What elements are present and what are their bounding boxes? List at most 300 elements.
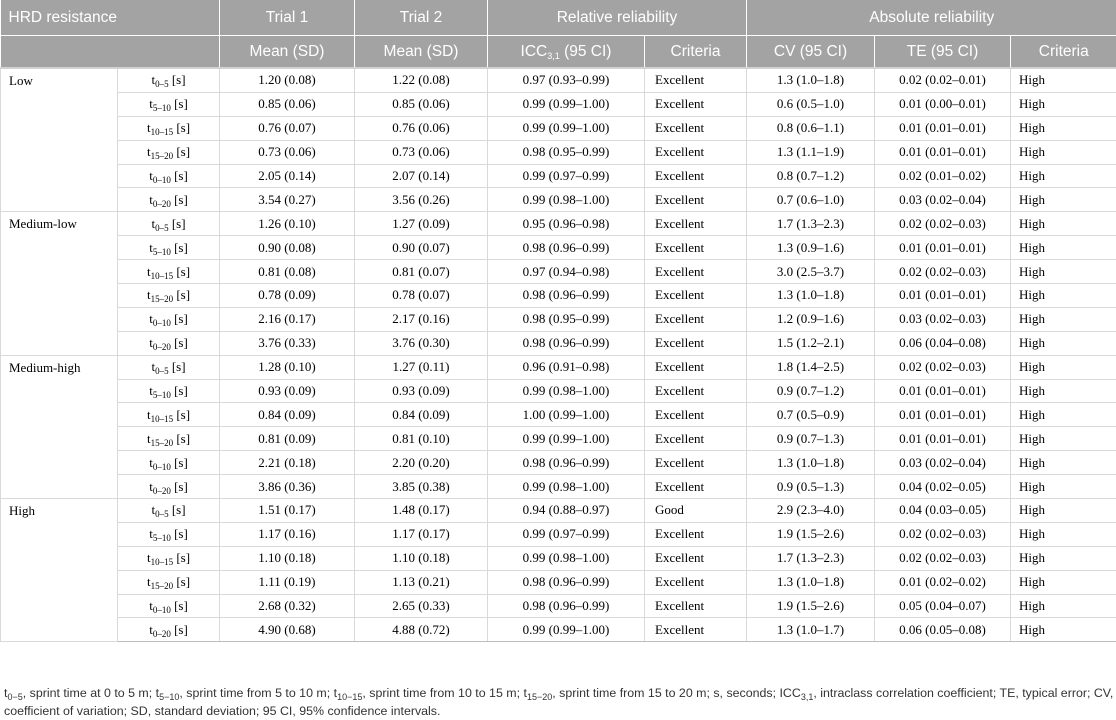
interval-subscript: 0–20 bbox=[152, 485, 171, 496]
interval-cell bbox=[118, 594, 220, 618]
table-row bbox=[1, 451, 1116, 475]
cv-cell: 0.9 (0.7–1.2) bbox=[747, 379, 875, 403]
trial1-mean-cell: 3.86 (0.36) bbox=[220, 475, 355, 499]
absolute-criteria-cell: High bbox=[1011, 212, 1116, 236]
trial2-mean-cell: 0.76 (0.06) bbox=[355, 116, 488, 140]
trial2-mean-cell: 2.07 (0.14) bbox=[355, 164, 488, 188]
interval-subscript: 15–20 bbox=[150, 437, 174, 448]
relative-criteria-cell: Excellent bbox=[645, 522, 747, 546]
cv-cell: 1.2 (0.9–1.6) bbox=[747, 307, 875, 331]
interval-symbol: t bbox=[146, 263, 151, 279]
icc-cell: 0.99 (0.98–1.00) bbox=[488, 546, 645, 570]
absolute-criteria-cell: High bbox=[1011, 499, 1116, 523]
absolute-criteria-cell: High bbox=[1011, 140, 1116, 164]
interval-unit: [s] bbox=[173, 120, 191, 136]
icc-cell: 0.99 (0.99–1.00) bbox=[488, 92, 645, 116]
interval-symbol: t bbox=[146, 287, 151, 303]
interval-subscript: 5–10 bbox=[152, 103, 171, 114]
header-absolute-reliability: Absolute reliability bbox=[747, 0, 1116, 36]
relative-criteria-cell: Excellent bbox=[645, 427, 747, 451]
interval-subscript: 15–20 bbox=[150, 294, 174, 305]
absolute-criteria-cell: High bbox=[1011, 307, 1116, 331]
table-row bbox=[1, 331, 1116, 355]
te-cell: 0.02 (0.02–0.03) bbox=[875, 522, 1011, 546]
interval-subscript: 15–20 bbox=[150, 151, 174, 162]
te-cell: 0.04 (0.02–0.05) bbox=[875, 475, 1011, 499]
trial2-mean-cell: 0.85 (0.06) bbox=[355, 92, 488, 116]
table-row bbox=[1, 475, 1116, 499]
interval-subscript: 0–10 bbox=[152, 175, 171, 185]
interval-symbol: t bbox=[146, 144, 151, 160]
interval-symbol: t bbox=[146, 406, 151, 422]
relative-criteria-cell: Excellent bbox=[645, 92, 747, 116]
table-row bbox=[1, 427, 1116, 451]
trial2-mean-cell: 0.73 (0.06) bbox=[355, 140, 488, 164]
interval-unit: [s] bbox=[168, 72, 186, 88]
interval-subscript: 0–10 bbox=[152, 605, 171, 616]
trial1-mean-cell: 2.68 (0.32) bbox=[220, 594, 355, 618]
trial2-mean-cell: 0.81 (0.07) bbox=[355, 260, 488, 284]
table-row bbox=[1, 68, 1116, 92]
icc-cell: 0.98 (0.96–0.99) bbox=[488, 451, 645, 475]
interval-cell bbox=[118, 427, 220, 451]
table-row bbox=[1, 284, 1116, 308]
relative-criteria-cell: Excellent bbox=[645, 594, 747, 618]
trial1-mean-cell: 2.05 (0.14) bbox=[220, 164, 355, 188]
cv-cell: 0.8 (0.7–1.2) bbox=[747, 164, 875, 188]
icc-cell: 0.99 (0.99–1.00) bbox=[488, 427, 645, 451]
header-blank bbox=[1, 36, 220, 69]
cv-cell: 1.8 (1.4–2.5) bbox=[747, 355, 875, 379]
cv-cell: 1.9 (1.5–2.6) bbox=[747, 522, 875, 546]
absolute-criteria-cell: High bbox=[1011, 116, 1116, 140]
trial1-mean-cell: 0.81 (0.09) bbox=[220, 427, 355, 451]
interval-cell bbox=[118, 546, 220, 570]
interval-unit: [s] bbox=[170, 96, 188, 112]
interval-symbol: t bbox=[149, 239, 153, 255]
icc-cell: 0.98 (0.96–0.99) bbox=[488, 594, 645, 618]
cv-cell: 3.0 (2.5–3.7) bbox=[747, 260, 875, 284]
interval-cell bbox=[118, 188, 220, 212]
absolute-criteria-cell: High bbox=[1011, 522, 1116, 546]
icc-cell: 0.99 (0.99–1.00) bbox=[488, 116, 645, 140]
cv-cell: 1.3 (1.0–1.8) bbox=[747, 68, 875, 92]
te-cell: 0.02 (0.02–0.01) bbox=[875, 68, 1011, 92]
group-label: High bbox=[1, 499, 118, 642]
icc-cell: 0.98 (0.95–0.99) bbox=[488, 307, 645, 331]
te-cell: 0.01 (0.01–0.01) bbox=[875, 427, 1011, 451]
relative-criteria-cell: Excellent bbox=[645, 188, 747, 212]
absolute-criteria-cell: High bbox=[1011, 260, 1116, 284]
interval-symbol: t bbox=[149, 96, 153, 112]
trial2-mean-cell: 1.27 (0.11) bbox=[355, 355, 488, 379]
interval-unit: [s] bbox=[170, 526, 188, 542]
relative-criteria-cell: Excellent bbox=[645, 475, 747, 499]
footnote-subscript: 3,1 bbox=[800, 692, 814, 702]
interval-symbol: t bbox=[151, 502, 156, 518]
trial1-mean-cell: 1.17 (0.16) bbox=[220, 522, 355, 546]
icc-cell: 0.99 (0.97–0.99) bbox=[488, 522, 645, 546]
interval-cell bbox=[118, 68, 220, 92]
interval-symbol: t bbox=[149, 526, 153, 542]
interval-symbol: t bbox=[149, 598, 153, 614]
table-row bbox=[1, 140, 1116, 164]
absolute-criteria-cell: High bbox=[1011, 284, 1116, 308]
trial2-mean-cell: 0.93 (0.09) bbox=[355, 379, 488, 403]
interval-unit: [s] bbox=[168, 215, 186, 231]
trial1-mean-cell: 0.93 (0.09) bbox=[220, 379, 355, 403]
table-row bbox=[1, 379, 1116, 403]
cv-cell: 0.8 (0.6–1.1) bbox=[747, 116, 875, 140]
interval-subscript: 0–5 bbox=[155, 222, 169, 233]
interval-unit: [s] bbox=[173, 574, 191, 590]
table-row bbox=[1, 164, 1116, 188]
interval-cell bbox=[118, 379, 220, 403]
footnote-subscript: 10−15 bbox=[337, 692, 363, 702]
interval-unit: [s] bbox=[170, 311, 188, 327]
trial1-mean-cell: 0.90 (0.08) bbox=[220, 236, 355, 260]
interval-symbol: t bbox=[151, 359, 156, 375]
interval-unit: [s] bbox=[170, 478, 188, 494]
absolute-criteria-cell: High bbox=[1011, 379, 1116, 403]
interval-unit: [s] bbox=[170, 454, 188, 470]
trial2-mean-cell: 1.48 (0.17) bbox=[355, 499, 488, 523]
trial2-mean-cell: 1.27 (0.09) bbox=[355, 212, 488, 236]
relative-criteria-cell: Excellent bbox=[645, 68, 747, 92]
interval-symbol: t bbox=[149, 383, 153, 399]
interval-symbol: t bbox=[149, 311, 153, 327]
interval-cell bbox=[118, 92, 220, 116]
interval-cell bbox=[118, 284, 220, 308]
icc-cell: 0.98 (0.95–0.99) bbox=[488, 140, 645, 164]
trial1-mean-cell: 2.16 (0.17) bbox=[220, 307, 355, 331]
footnote-text: , sprint time from 15 to 20 m; s, seconds; bbox=[552, 686, 780, 700]
te-cell: 0.04 (0.03–0.05) bbox=[875, 499, 1011, 523]
absolute-criteria-cell: High bbox=[1011, 475, 1116, 499]
table-row bbox=[1, 594, 1116, 618]
interval-cell bbox=[118, 116, 220, 140]
header-criteria-absolute: Criteria bbox=[1011, 36, 1116, 69]
trial2-mean-cell: 3.76 (0.30) bbox=[355, 331, 488, 355]
interval-subscript: 0–5 bbox=[155, 79, 169, 90]
cv-cell: 0.6 (0.5–1.0) bbox=[747, 92, 875, 116]
cv-cell: 2.9 (2.3–4.0) bbox=[747, 499, 875, 523]
te-cell: 0.02 (0.02–0.03) bbox=[875, 260, 1011, 284]
absolute-criteria-cell: High bbox=[1011, 164, 1116, 188]
trial2-mean-cell: 1.13 (0.21) bbox=[355, 570, 488, 594]
relative-criteria-cell: Excellent bbox=[645, 451, 747, 475]
trial2-mean-cell: 0.90 (0.07) bbox=[355, 236, 488, 260]
relative-criteria-cell: Good bbox=[645, 499, 747, 523]
te-cell: 0.01 (0.01–0.01) bbox=[875, 116, 1011, 140]
interval-symbol: t bbox=[149, 478, 153, 494]
cv-cell: 1.3 (1.0–1.8) bbox=[747, 570, 875, 594]
trial1-mean-cell: 0.85 (0.06) bbox=[220, 92, 355, 116]
interval-subscript: 15–20 bbox=[150, 581, 174, 592]
trial2-mean-cell: 0.84 (0.09) bbox=[355, 403, 488, 427]
interval-unit: [s] bbox=[170, 191, 188, 207]
header-mean-sd-1: Mean (SD) bbox=[220, 36, 355, 69]
interval-unit: [s] bbox=[173, 430, 191, 446]
interval-unit: [s] bbox=[170, 383, 188, 399]
table-row bbox=[1, 92, 1116, 116]
table-body bbox=[1, 68, 1116, 642]
footnote-subscript: 15−20 bbox=[526, 692, 553, 702]
header-hrd-resistance: HRD resistance bbox=[1, 0, 220, 36]
table-row bbox=[1, 188, 1116, 212]
interval-unit: [s] bbox=[170, 598, 188, 614]
interval-subscript: 5–10 bbox=[152, 390, 171, 401]
trial2-mean-cell: 2.17 (0.16) bbox=[355, 307, 488, 331]
te-cell: 0.06 (0.04–0.08) bbox=[875, 331, 1011, 355]
interval-subscript: 0–20 bbox=[152, 198, 171, 209]
interval-cell bbox=[118, 570, 220, 594]
icc-cell: 0.98 (0.96–0.99) bbox=[488, 284, 645, 308]
relative-criteria-cell: Excellent bbox=[645, 260, 747, 284]
trial1-mean-cell: 1.20 (0.08) bbox=[220, 68, 355, 92]
relative-criteria-cell: Excellent bbox=[645, 212, 747, 236]
interval-subscript: 0–10 bbox=[152, 318, 171, 329]
footnote-subscript: 0−5 bbox=[7, 692, 23, 702]
header-icc-sub: 3,1 bbox=[547, 50, 560, 61]
relative-criteria-cell: Excellent bbox=[645, 546, 747, 570]
icc-cell: 0.99 (0.98–1.00) bbox=[488, 475, 645, 499]
te-cell: 0.02 (0.02–0.03) bbox=[875, 546, 1011, 570]
interval-cell bbox=[118, 140, 220, 164]
relative-criteria-cell: Excellent bbox=[645, 236, 747, 260]
icc-cell: 0.98 (0.96–0.99) bbox=[488, 236, 645, 260]
te-cell: 0.01 (0.01–0.01) bbox=[875, 284, 1011, 308]
trial1-mean-cell: 0.73 (0.06) bbox=[220, 140, 355, 164]
footnote-symbol: t bbox=[523, 686, 527, 700]
te-cell: 0.02 (0.02–0.03) bbox=[875, 212, 1011, 236]
interval-subscript: 0–20 bbox=[152, 628, 171, 639]
trial2-mean-cell: 3.56 (0.26) bbox=[355, 188, 488, 212]
table-row bbox=[1, 116, 1116, 140]
te-cell: 0.03 (0.02–0.04) bbox=[875, 188, 1011, 212]
header-trial-2: Trial 2 bbox=[355, 0, 488, 36]
icc-cell: 0.94 (0.88–0.97) bbox=[488, 499, 645, 523]
interval-subscript: 10–15 bbox=[150, 557, 174, 568]
footnote-symbol: t bbox=[155, 686, 160, 700]
table-row bbox=[1, 212, 1116, 236]
interval-cell bbox=[118, 260, 220, 284]
icc-cell: 0.96 (0.91–0.98) bbox=[488, 355, 645, 379]
relative-criteria-cell: Excellent bbox=[645, 307, 747, 331]
group-label: Medium-low bbox=[1, 212, 118, 355]
absolute-criteria-cell: High bbox=[1011, 68, 1116, 92]
header-relative-reliability: Relative reliability bbox=[488, 0, 747, 36]
trial2-mean-cell: 1.17 (0.17) bbox=[355, 522, 488, 546]
icc-cell: 0.99 (0.98–1.00) bbox=[488, 379, 645, 403]
interval-symbol: t bbox=[146, 120, 151, 136]
table-row bbox=[1, 236, 1116, 260]
te-cell: 0.01 (0.01–0.01) bbox=[875, 140, 1011, 164]
trial1-mean-cell: 4.90 (0.68) bbox=[220, 618, 355, 642]
footnote-text: , sprint time from 5 to 10 m; bbox=[179, 686, 334, 700]
icc-cell: 0.95 (0.96–0.98) bbox=[488, 212, 645, 236]
interval-cell bbox=[118, 522, 220, 546]
interval-unit: [s] bbox=[173, 550, 191, 566]
interval-subscript: 10–15 bbox=[150, 413, 174, 424]
trial2-mean-cell: 1.10 (0.18) bbox=[355, 546, 488, 570]
relative-criteria-cell: Excellent bbox=[645, 618, 747, 642]
trial1-mean-cell: 2.21 (0.18) bbox=[220, 451, 355, 475]
interval-symbol: t bbox=[146, 550, 151, 566]
interval-cell bbox=[118, 355, 220, 379]
trial1-mean-cell: 1.26 (0.10) bbox=[220, 212, 355, 236]
interval-cell bbox=[118, 618, 220, 642]
footnote-text: , sprint time at 0 to 5 m; bbox=[22, 686, 156, 700]
absolute-criteria-cell: High bbox=[1011, 451, 1116, 475]
cv-cell: 1.3 (1.1–1.9) bbox=[747, 140, 875, 164]
absolute-criteria-cell: High bbox=[1011, 355, 1116, 379]
trial2-mean-cell: 3.85 (0.38) bbox=[355, 475, 488, 499]
icc-cell: 0.99 (0.98–1.00) bbox=[488, 188, 645, 212]
absolute-criteria-cell: High bbox=[1011, 594, 1116, 618]
relative-criteria-cell: Excellent bbox=[645, 116, 747, 140]
absolute-criteria-cell: High bbox=[1011, 427, 1116, 451]
absolute-criteria-cell: High bbox=[1011, 570, 1116, 594]
trial2-mean-cell: 4.88 (0.72) bbox=[355, 618, 488, 642]
table-row bbox=[1, 499, 1116, 523]
interval-cell bbox=[118, 331, 220, 355]
interval-cell bbox=[118, 307, 220, 331]
header-icc-rest: (95 CI) bbox=[559, 42, 612, 60]
footnote-subscript: 5−10 bbox=[159, 692, 180, 702]
absolute-criteria-cell: High bbox=[1011, 188, 1116, 212]
interval-symbol: t bbox=[146, 574, 151, 590]
interval-cell bbox=[118, 475, 220, 499]
header-cv: CV (95 CI) bbox=[747, 36, 875, 69]
te-cell: 0.02 (0.02–0.03) bbox=[875, 355, 1011, 379]
interval-unit: [s] bbox=[168, 359, 186, 375]
te-cell: 0.05 (0.04–0.07) bbox=[875, 594, 1011, 618]
interval-unit: [s] bbox=[173, 144, 191, 160]
relative-criteria-cell: Excellent bbox=[645, 570, 747, 594]
trial1-mean-cell: 0.84 (0.09) bbox=[220, 403, 355, 427]
interval-unit: [s] bbox=[170, 335, 188, 351]
icc-cell: 0.97 (0.94–0.98) bbox=[488, 260, 645, 284]
relative-criteria-cell: Excellent bbox=[645, 355, 747, 379]
interval-subscript: 0–5 bbox=[155, 366, 169, 377]
interval-unit: [s] bbox=[173, 263, 191, 279]
interval-symbol: t bbox=[149, 335, 153, 351]
interval-symbol: t bbox=[151, 72, 156, 88]
relative-criteria-cell: Excellent bbox=[645, 284, 747, 308]
header-trial-1: Trial 1 bbox=[220, 0, 355, 36]
icc-cell: 0.98 (0.96–0.99) bbox=[488, 331, 645, 355]
interval-subscript: 0–20 bbox=[152, 342, 171, 353]
cv-cell: 1.3 (0.9–1.6) bbox=[747, 236, 875, 260]
table-header bbox=[1, 0, 1116, 68]
interval-symbol: t bbox=[149, 621, 153, 637]
interval-subscript: 0–5 bbox=[155, 509, 169, 520]
header-criteria-relative: Criteria bbox=[645, 36, 747, 69]
cv-cell: 1.9 (1.5–2.6) bbox=[747, 594, 875, 618]
relative-criteria-cell: Excellent bbox=[645, 331, 747, 355]
trial1-mean-cell: 1.51 (0.17) bbox=[220, 499, 355, 523]
footnote bbox=[4, 684, 1114, 720]
interval-subscript: 0–10 bbox=[152, 461, 171, 472]
te-cell: 0.03 (0.02–0.03) bbox=[875, 307, 1011, 331]
footnote-symbol: ICC bbox=[779, 686, 801, 700]
interval-symbol: t bbox=[149, 168, 153, 183]
trial1-mean-cell: 1.28 (0.10) bbox=[220, 355, 355, 379]
cv-cell: 0.9 (0.5–1.3) bbox=[747, 475, 875, 499]
te-cell: 0.01 (0.01–0.01) bbox=[875, 236, 1011, 260]
group-label: Medium-high bbox=[1, 355, 118, 498]
icc-cell: 0.99 (0.97–0.99) bbox=[488, 164, 645, 188]
trial1-mean-cell: 3.54 (0.27) bbox=[220, 188, 355, 212]
interval-symbol: t bbox=[146, 430, 151, 446]
icc-cell: 1.00 (0.99–1.00) bbox=[488, 403, 645, 427]
te-cell: 0.01 (0.01–0.01) bbox=[875, 379, 1011, 403]
absolute-criteria-cell: High bbox=[1011, 403, 1116, 427]
interval-cell bbox=[118, 403, 220, 427]
absolute-criteria-cell: High bbox=[1011, 546, 1116, 570]
trial1-mean-cell: 0.81 (0.08) bbox=[220, 260, 355, 284]
relative-criteria-cell: Excellent bbox=[645, 164, 747, 188]
relative-criteria-cell: Excellent bbox=[645, 403, 747, 427]
interval-unit: [s] bbox=[170, 239, 188, 255]
header-icc bbox=[488, 36, 645, 69]
te-cell: 0.02 (0.01–0.02) bbox=[875, 164, 1011, 188]
interval-cell bbox=[118, 451, 220, 475]
group-label: Low bbox=[1, 68, 118, 212]
trial1-mean-cell: 1.11 (0.19) bbox=[220, 570, 355, 594]
interval-cell bbox=[118, 499, 220, 523]
te-cell: 0.01 (0.00–0.01) bbox=[875, 92, 1011, 116]
relative-criteria-cell: Excellent bbox=[645, 379, 747, 403]
trial1-mean-cell: 0.76 (0.07) bbox=[220, 116, 355, 140]
cv-cell: 1.3 (1.0–1.8) bbox=[747, 451, 875, 475]
icc-cell: 0.98 (0.96–0.99) bbox=[488, 570, 645, 594]
table-row bbox=[1, 618, 1116, 642]
table-row bbox=[1, 260, 1116, 284]
trial1-mean-cell: 1.10 (0.18) bbox=[220, 546, 355, 570]
trial2-mean-cell: 2.20 (0.20) bbox=[355, 451, 488, 475]
table-row bbox=[1, 355, 1116, 379]
footnote-symbol: t bbox=[333, 686, 338, 700]
icc-cell: 0.97 (0.93–0.99) bbox=[488, 68, 645, 92]
interval-symbol: t bbox=[149, 191, 153, 207]
header-mean-sd-2: Mean (SD) bbox=[355, 36, 488, 69]
table-row bbox=[1, 403, 1116, 427]
interval-unit: [s] bbox=[173, 406, 191, 422]
footnote-text: , intraclass correlation coefficient; TE, typical error; CV, coefficient of variation; SD, standard deviation; 95 CI, 95% confidence intervals. bbox=[4, 686, 1114, 718]
cv-cell: 1.5 (1.2–2.1) bbox=[747, 331, 875, 355]
te-cell: 0.03 (0.02–0.04) bbox=[875, 451, 1011, 475]
absolute-criteria-cell: High bbox=[1011, 331, 1116, 355]
relative-criteria-cell: Excellent bbox=[645, 140, 747, 164]
te-cell: 0.01 (0.02–0.02) bbox=[875, 570, 1011, 594]
interval-symbol: t bbox=[149, 454, 153, 470]
interval-subscript: 10–15 bbox=[150, 270, 174, 281]
cv-cell: 0.7 (0.6–1.0) bbox=[747, 188, 875, 212]
absolute-criteria-cell: High bbox=[1011, 236, 1116, 260]
cv-cell: 1.7 (1.3–2.3) bbox=[747, 212, 875, 236]
te-cell: 0.06 (0.05–0.08) bbox=[875, 618, 1011, 642]
header-te: TE (95 CI) bbox=[875, 36, 1011, 69]
trial2-mean-cell: 0.78 (0.07) bbox=[355, 284, 488, 308]
table-row bbox=[1, 570, 1116, 594]
trial1-mean-cell: 3.76 (0.33) bbox=[220, 331, 355, 355]
absolute-criteria-cell: High bbox=[1011, 618, 1116, 642]
cv-cell: 0.9 (0.7–1.3) bbox=[747, 427, 875, 451]
table-row bbox=[1, 307, 1116, 331]
interval-subscript: 5–10 bbox=[152, 533, 171, 544]
